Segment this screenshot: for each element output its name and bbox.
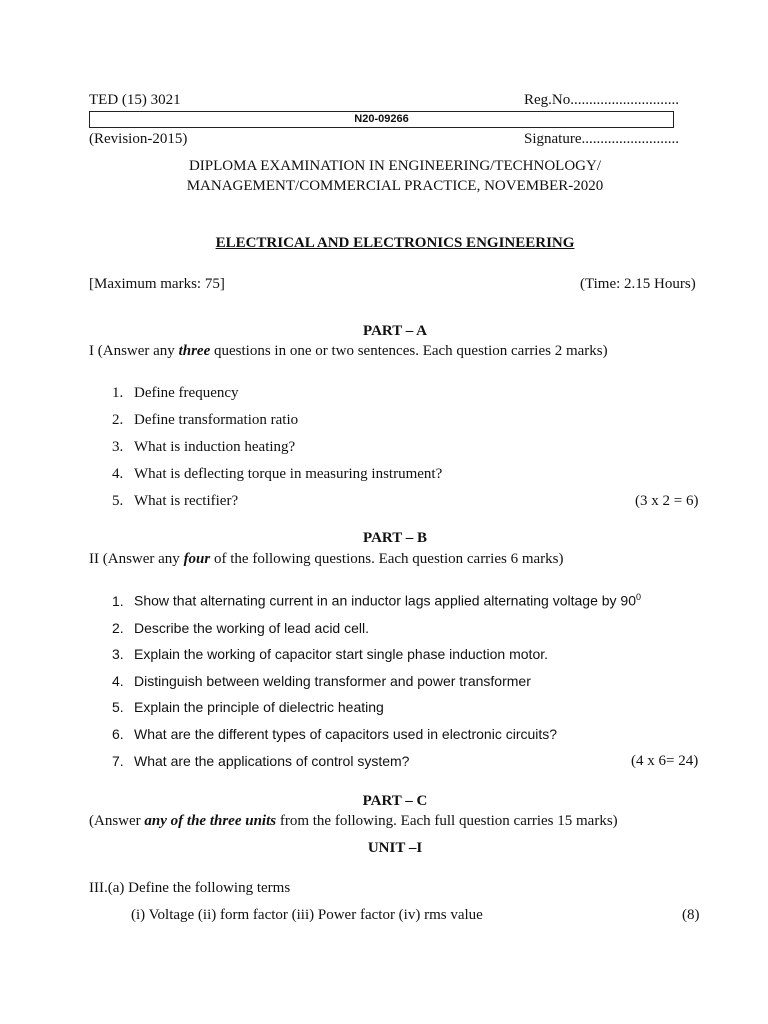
part-a-heading: PART – A <box>363 323 427 339</box>
part-b-heading: PART – B <box>363 530 427 546</box>
paper-code: N20-09266 <box>354 113 409 125</box>
part-c-instructions: (Answer any of the three units from the following. Each full question carries 15 marks) <box>89 813 618 829</box>
revision: (Revision-2015) <box>89 131 188 147</box>
part-b-q5: 5. Explain the principle of dielectric heating <box>112 699 384 715</box>
part-a-instructions: I (Answer any three questions in one or two sentences. Each question carries 2 marks) <box>89 343 608 359</box>
part-a-marks: (3 x 2 = 6) <box>635 493 699 509</box>
part-b-q1: 1. Show that alternating current in an inductor lags applied alternating voltage by $90^0$ <box>112 592 642 609</box>
part-a-q2: 2. Define transformation ratio <box>112 412 299 428</box>
part-a-q3: 3. What is induction heating? <box>112 439 296 455</box>
part-b-q6: 6. What are the different types of capacitors used in electronic circuits? <box>112 726 558 742</box>
part-b-q2: 2. Describe the working of lead acid cell. <box>112 620 370 636</box>
part-a-q1: 1. Define frequency <box>112 385 239 401</box>
max-marks: [Maximum marks: 75] <box>89 276 225 292</box>
exam-title-line2: MANAGEMENT/COMMERCIAL PRACTICE, NOVEMBER-2020 <box>186 178 604 194</box>
signature-field: Signature.......................... <box>524 131 679 147</box>
part-c-q3a: III.(a) Define the following terms <box>89 880 291 896</box>
part-a-q5: 5. What is rectifier? <box>112 493 239 509</box>
exam-time: (Time: 2.15 Hours) <box>580 276 696 292</box>
course-code: TED (15) 3021 <box>89 92 181 108</box>
part-c-q3a-marks: (8) <box>682 907 700 923</box>
unit-heading: UNIT –I <box>367 840 423 856</box>
part-b-q3: 3. Explain the working of capacitor start single phase induction motor. <box>112 646 549 662</box>
exam-title-line1: DIPLOMA EXAMINATION IN ENGINEERING/TECHNOLOGY/ <box>188 158 602 174</box>
paper-code-box <box>89 111 674 128</box>
part-b-q4: 4. Distinguish between welding transformer and power transformer <box>112 673 531 689</box>
part-b-marks: (4 x 6= 24) <box>631 753 699 769</box>
part-c-q3a-terms: (i) Voltage (ii) form factor (iii) Power factor (iv) rms value <box>131 907 483 923</box>
part-b-instructions: II (Answer any four of the following questions. Each question carries 6 marks) <box>89 551 564 567</box>
subject-title: ELECTRICAL AND ELECTRONICS ENGINEERING <box>215 235 575 251</box>
reg-no-field: Reg.No............................. <box>524 92 679 108</box>
part-a-q4: 4. What is deflecting torque in measuring instrument? <box>112 466 443 482</box>
part-b-q7: 7. What are the applications of control system? <box>112 753 410 769</box>
part-c-heading: PART – C <box>362 793 428 809</box>
